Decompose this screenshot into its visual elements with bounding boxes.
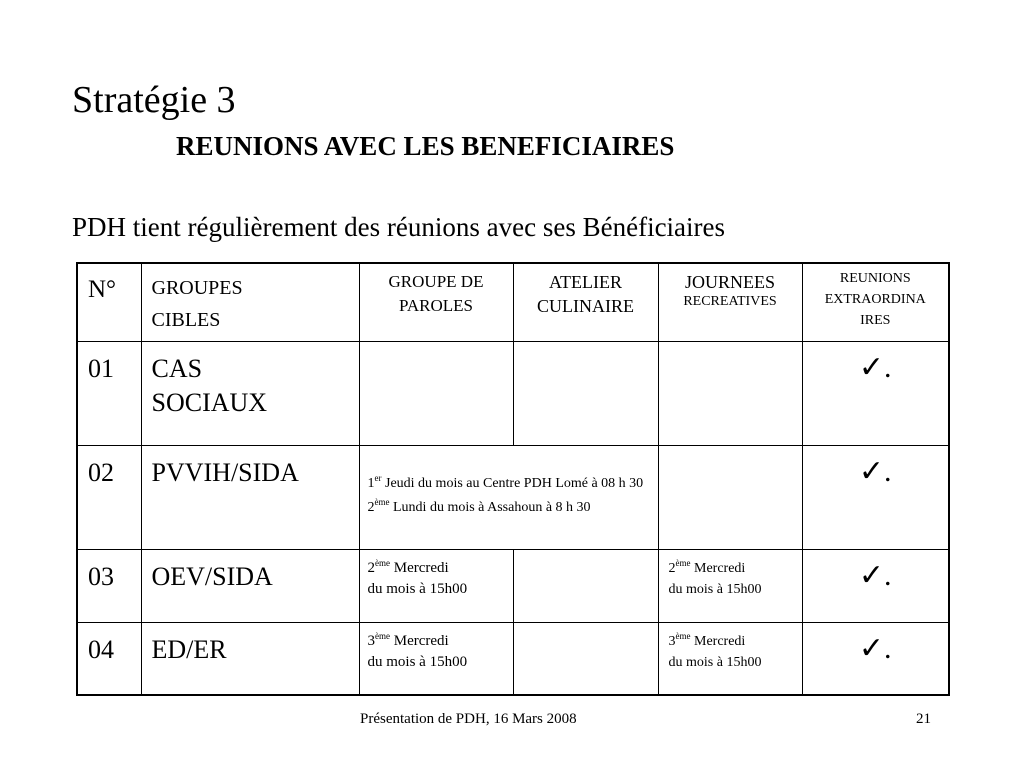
table-row: [77, 622, 949, 695]
check-icon: ✓.: [802, 622, 949, 695]
page-number: 21: [916, 711, 931, 727]
row-journees-cell: [658, 341, 802, 445]
row-atelier-cell: [513, 341, 658, 445]
row-group: ED/ER: [141, 622, 359, 695]
row-journees-cell: [658, 445, 802, 549]
row-num: 04: [77, 622, 141, 695]
slide-intro: PDH tient régulièrement des réunions avec ses Bénéficiaires: [72, 212, 726, 242]
header-atelier: ATELIER CULINAIRE: [513, 263, 658, 341]
row-journees-schedule: 3ème Mercredi du mois à 15h00: [658, 622, 802, 695]
check-icon: ✓.: [802, 549, 949, 622]
row-group: OEV/SIDA: [141, 549, 359, 622]
row-num: 02: [77, 445, 141, 549]
row-paroles-schedule: 2ème Mercredi du mois à 15h00: [359, 549, 513, 622]
check-icon: ✓.: [802, 445, 949, 549]
header-groups: GROUPES CIBLES: [141, 263, 359, 341]
row-journees-schedule: 2ème Mercredi du mois à 15h00: [658, 549, 802, 622]
meetings-table: [76, 262, 950, 696]
table-row: [77, 445, 949, 549]
slide-title: Stratégie 3: [72, 79, 236, 121]
header-journees: JOURNEES RECREATIVES: [658, 263, 802, 341]
table-header-row: [77, 263, 949, 341]
row-paroles-cell: [359, 341, 513, 445]
row-atelier-cell: [513, 622, 658, 695]
row-group: PVVIH/SIDA: [141, 445, 359, 549]
header-paroles: GROUPE DE PAROLES: [359, 263, 513, 341]
row-paroles-schedule: 3ème Mercredi du mois à 15h00: [359, 622, 513, 695]
row-group: CAS SOCIAUX: [141, 341, 359, 445]
footer-text: Présentation de PDH, 16 Mars 2008: [360, 711, 577, 727]
header-reunions: REUNIONS EXTRAORDINA IRES: [802, 263, 949, 341]
row-num: 01: [77, 341, 141, 445]
row-num: 03: [77, 549, 141, 622]
table-row: [77, 341, 949, 445]
table-row: [77, 549, 949, 622]
row-schedule-note: 1er Jeudi du mois au Centre PDH Lomé à 08 h 30 2ème Lundi du mois à Assahoun à 8 h 30: [359, 445, 658, 549]
row-atelier-cell: [513, 549, 658, 622]
slide-subtitle: REUNIONS AVEC LES BENEFICIAIRES: [176, 131, 675, 161]
check-icon: ✓.: [802, 341, 949, 445]
header-num: N°: [77, 263, 141, 341]
